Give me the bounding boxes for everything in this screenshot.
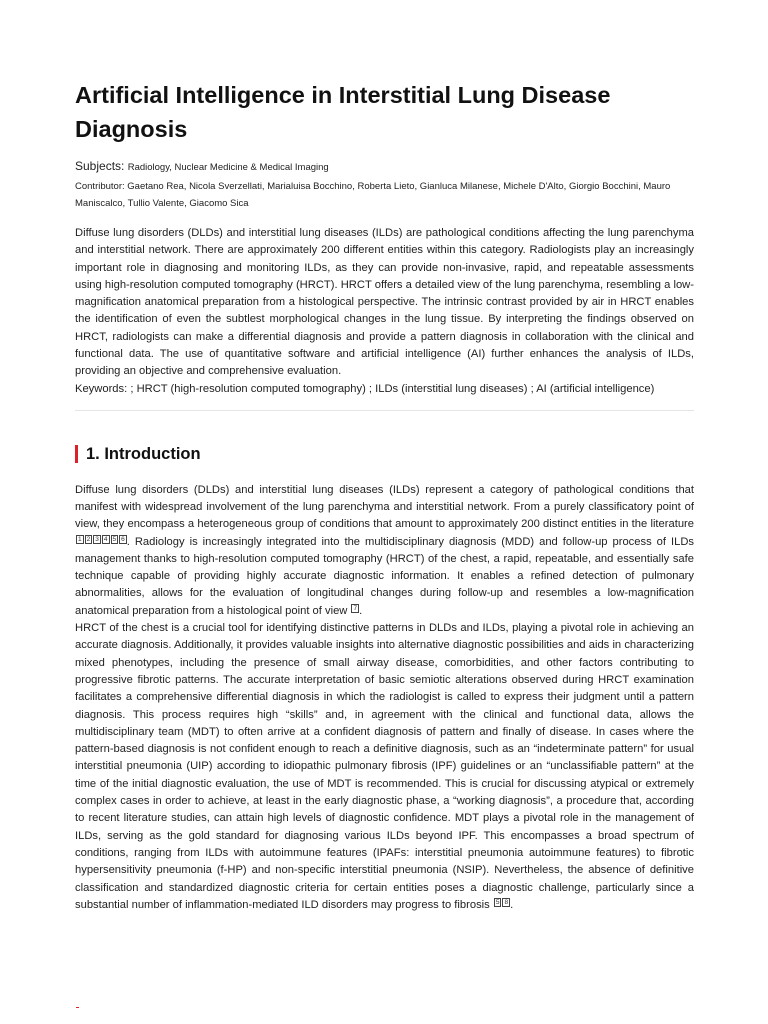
subjects-label: Subjects: <box>75 159 125 173</box>
keywords-label: Keywords: <box>75 382 128 395</box>
section-heading-introduction: 1. Introduction <box>75 445 694 463</box>
intro-paragraph-1 <box>75 482 694 620</box>
abstract: Diffuse lung disorders (DLDs) and interstitial lung diseases (ILDs) are pathological conditions affecting the lung parenchyma and interstitial network. There are approximately 200 different entities within this category. Radiologists play an increasingly important role in diagnosing and monitoring ILDs, as they can provide non-invasive, rapid, and repeatable assessments using high-resolution computed tomography (HRCT). HRCT offers a detailed view of the lung parenchyma, resembling a low-magnification anatomical preparation from a histological perspective. The intrinsic contrast provided by air in HRCT enables the identification of even the subtlest morphological changes in the lung tissue. By interpreting the findings observed on HRCT, radiologists can make a differential diagnosis and provide a pattern diagnosis in collaboration with the clinical and functional data. The use of quantitative software and artificial intelligence (AI) further enhances the analysis of ILDs, providing an objective and comprehensive evaluation. <box>75 227 694 378</box>
citation-link[interactable]: 7 <box>353 604 358 612</box>
citation-link[interactable]: 6 <box>121 535 125 543</box>
citation-link[interactable]: 2 <box>86 535 91 543</box>
citation-link[interactable]: 5 <box>112 535 117 543</box>
article <box>75 78 694 914</box>
keywords-line <box>75 381 694 398</box>
accent-mark <box>76 1007 79 1008</box>
intro-p1-text: Diffuse lung disorders (DLDs) and interstitial lung diseases (ILDs) represent a category of pathological conditions that manifest with widespread involvement of the lung parenchyma and interstitial network. From a purely classificatory point of view, they encompass a heterogeneous group of conditions that amount to approximately 200 distinct entities in the literature <box>75 483 694 531</box>
contributors: Contributor: Gaetano Rea, Nicola Sverzellati, Marialuisa Bocchino, Roberta Lieto, Gianluca Milanese, Michele D'Alto, Giorgio Bocchini, Mauro Maniscalco, Tullio Valente, Giacomo Sica <box>75 181 671 209</box>
article-title: Artificial Intelligence in Interstitial Lung Disease Diagnosis <box>75 82 611 142</box>
keyword[interactable]: ; HRCT (high-resolution computed tomography) <box>130 383 365 395</box>
keyword[interactable]: ; ILDs (interstitial lung diseases) <box>369 383 528 395</box>
citation-link[interactable]: 4 <box>103 535 108 543</box>
intro-p1-end: . <box>359 604 363 617</box>
keyword[interactable]: ; AI (artificial intelligence) <box>531 383 655 395</box>
citation-link[interactable]: 5 <box>495 898 500 906</box>
intro-p2-end: . <box>510 898 514 911</box>
intro-p2-text: HRCT of the chest is a crucial tool for identifying distinctive patterns in DLDs and ILDs, playing a pivotal role in achieving an accurate diagnosis. Additionally, it provides valuable insights into alternative diagnostic possibilities and aids in characterizing mixed phenotypes, including the presence of small airway disease, comorbidities, and other factors contributing to progressive fibrotic patterns. The accurate interpretation of basic semiotic alterations observed during HRCT examination facilitates a comprehensive differential diagnosis in which the radiologist is called to express their judgment until a pattern diagnosis. This process requires high “skills” and, in agreement with the clinical and functional data, allows the multidisciplinary team (MDT) to often arrive at a confident diagnosis of pattern and finally of disease. In cases where the pattern-based diagnosis is not confident enough to reach a definitive diagnosis, such as an “indeterminate pattern” for usual interstitial pneumonia (UIP) according to idiopathic pulmonary fibrosis (IPF) guidelines or an “unclassifiable pattern” at the time of the initial diagnostic evaluation, the use of MDT is recommended. This is crucial for discussing atypical or extremely complex cases in order to achieve, at least in the early diagnostic phase, a “working diagnosis”, a procedure that, according to recent literature studies, can attain high levels of diagnostic confidence. MDT plays a pivotal role in the management of ILDs, serving as the gold standard for diagnosing various ILDs beyond IPF. This encompasses a broad spectrum of conditions, ranging from ILDs with autoimmune features (IPAFs: interstitial pneumonia autoimmune features) to fibrotic hypersensitivity pneumonia (f-HP) and non-specific interstitial pneumonia (NSIP). Nevertheless, the absence of definitive classification and standardized diagnostic criteria for certain entities poses a diagnostic challenge, particularly since a substantial number of inflammation-mediated ILD disorders may progress to fibrosis <box>75 622 694 911</box>
citation-link[interactable]: 1 <box>78 535 82 543</box>
subjects-value[interactable]: Radiology, Nuclear Medicine & Medical Imaging <box>127 162 329 173</box>
citation-link[interactable]: 8 <box>504 898 509 906</box>
citation-link[interactable]: 3 <box>95 535 99 543</box>
intro-p1-text: . Radiology is increasingly integrated into the multidisciplinary diagnosis (MDD) and follow-up process of ILDs management thanks to high-resolution computed tomography (HRCT) of the chest, a rapid, repeatable, and essentially safe technique capable of providing highly accurate diagnostic information. It enables a refined detection of pulmonary abnormalities, allows for the evaluation of longitudinal changes during follow-up and resembles a low-magnification anatomical preparation from a histological point of view <box>75 535 694 617</box>
divider <box>75 410 694 411</box>
subjects-line <box>75 158 694 176</box>
intro-paragraph-2 <box>75 620 694 914</box>
